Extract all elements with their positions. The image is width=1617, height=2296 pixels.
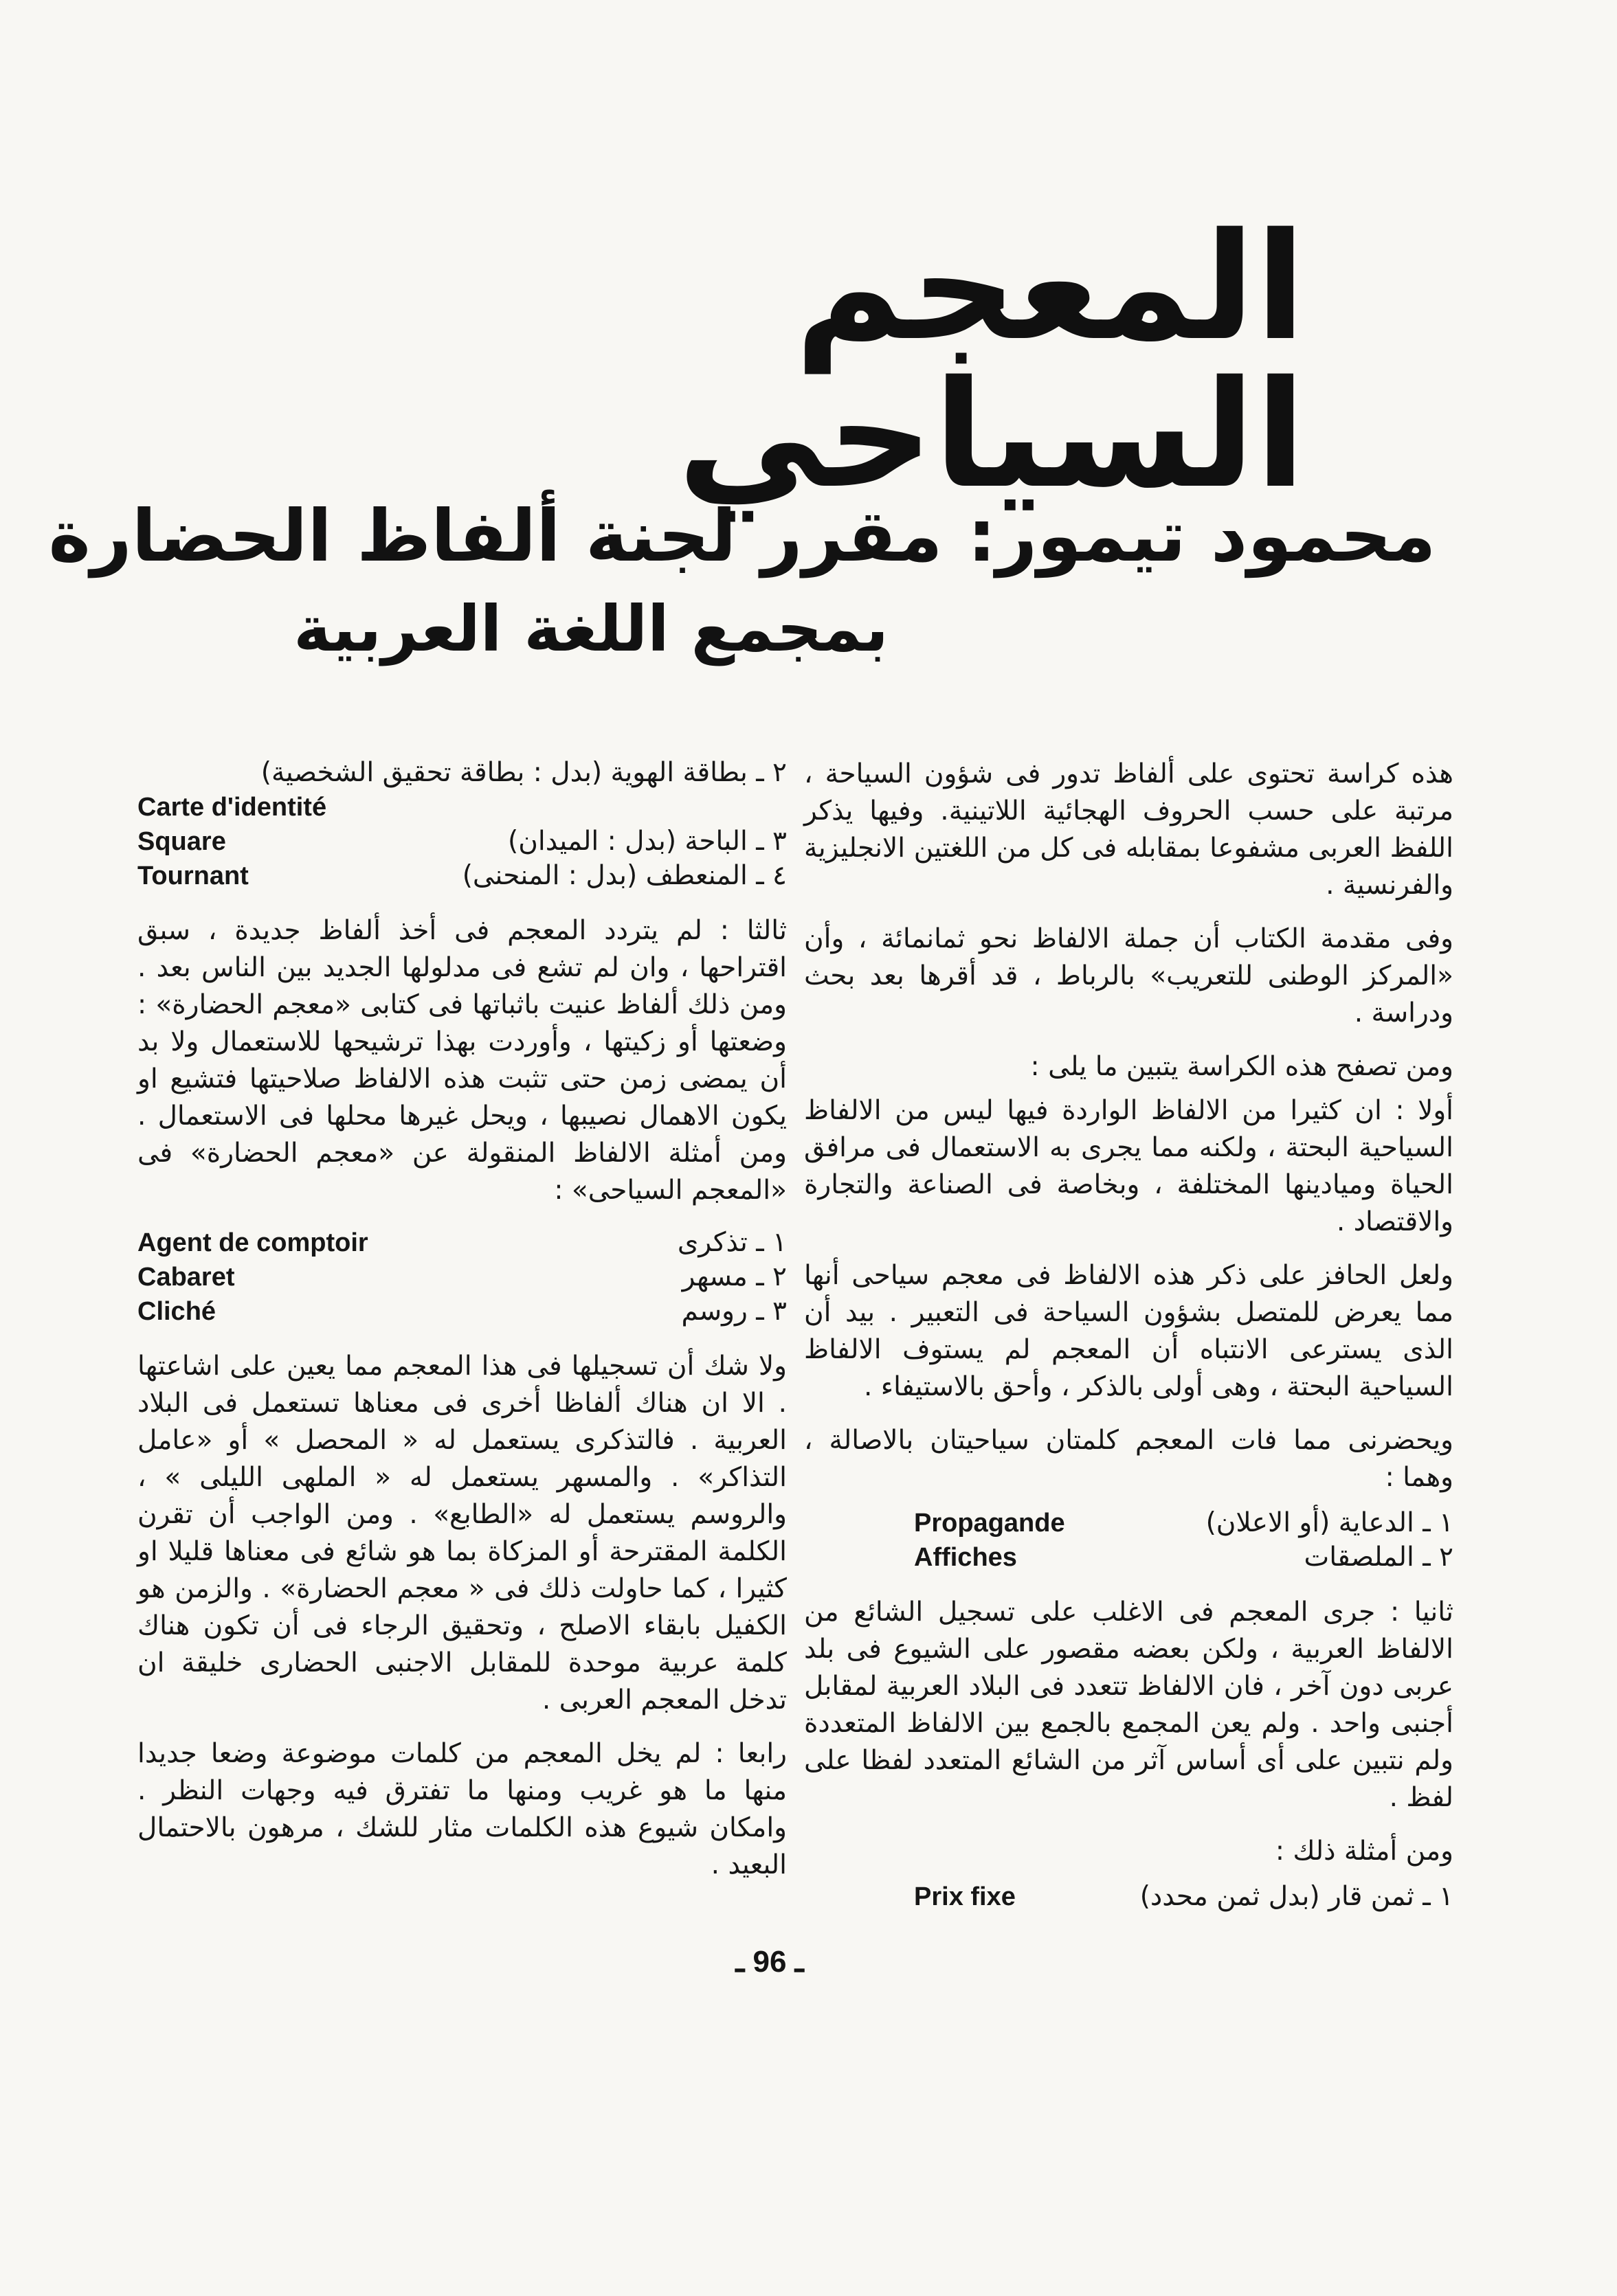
term-arabic: ٣ ـ روسم: [681, 1296, 787, 1327]
term-arabic: ٣ ـ الباحة (بدل : الميدان): [508, 826, 787, 857]
right-term-list-1: [804, 1506, 1453, 1575]
term-entry: [137, 1226, 787, 1260]
left-paragraph-1: ثالثا : لم يتردد المعجم فى أخذ ألفاظ جديدة ، سبق اقتراحها ، وان لم تشع فى مدلولها الجديد بين الناس بعد . ومن ذلك ألفاظ عنيت باثباتها فى كتابى «معجم الحضارة» : وضعتها أو زكيتها ، وأوردت بهذا ترشيحها للاستعمال ولا بد أن يمضى زمن حتى تثبت هذه الالفاظ صلاحيتها فتشيع او يكون الاهمال نصيبها ، ويحل غيرها محلها فى الاستعمال . ومن أمثلة الالفاظ المنقولة عن «معجم الحضارة» فى «المعجم السياحى» :: [137, 915, 787, 1206]
left-paragraph-3: رابعا : لم يخل المعجم من كلمات موضوعة وضعا جديدا منها ما هو غريب ومنها ما تفترق فيه وجهات النظر . وامكان شيوع هذه الكلمات مثار للشك ، مرهون بالاحتمال البعيد .: [137, 1738, 787, 1880]
term-entry: [137, 790, 787, 824]
page-number: ـ 96 ـ: [735, 1945, 804, 1979]
term-foreign: Cabaret: [137, 1263, 235, 1292]
term-arabic: ١ ـ تذكرى: [677, 1227, 787, 1258]
right-paragraph-8: ومن أمثلة ذلك :: [1275, 1836, 1453, 1867]
left-paragraph-2: ولا شك أن تسجيلها فى هذا المعجم مما يعين على اشاعتها . الا ان هناك ألفاظا أخرى فى معناها تستعمل فى البلاد العربية . فالتذكرى يستعمل له « المحصل » أو «عامل التذاكر» . والمسهر يستعمل له « الملهى الليلى » ، والروسم يستعمل له «الطابع» . ومن الواجب أن تقرن الكلمة المقترحة أو المزكاة بما هو شائع فى معناها قليلا او كثيرا ، كما حاولت ذلك فى « معجم الحضارة» . والزمن هو الكفيل بابقاء الاصلح ، وتحقيق الرجاء فى أن تكون هناك كلمة عربية موحدة للمقابل الاجنبى الحضارى خليقة ان تدخل المعجم العربى .: [137, 1351, 787, 1715]
term-foreign: Cliché: [137, 1297, 216, 1326]
right-paragraph-2: وفى مقدمة الكتاب أن جملة الالفاظ نحو ثمانمائة ، وأن «المركز الوطنى للتعريب» بالرباط ، قد أقرها بعد بحث ودراسة .: [804, 923, 1453, 1028]
page-title: المعجم السياحي: [677, 201, 1306, 521]
term-foreign: Square: [137, 827, 226, 856]
term-foreign: Propagande: [914, 1509, 1065, 1538]
term-arabic: ١ ـ الدعاية (أو الاعلان): [1205, 1507, 1453, 1538]
right-paragraph-5: ولعل الحافز على ذكر هذه الالفاظ فى معجم سياحى أنها مما يعرض للمتصل بشؤون السياحة فى التعبير . بيد أن الذى يسترعى الانتباه أن المعجم لم يستوف الالفاظ السياحية البحتة ، وهى أولى بالذكر ، وأحق بالاستيفاء .: [804, 1260, 1453, 1402]
term-entry: [804, 1880, 1453, 1914]
term-arabic: ٢ ـ مسهر: [682, 1261, 787, 1292]
term-entry: [137, 1260, 787, 1294]
academy-line: بمجمع اللغة العربية: [293, 592, 889, 666]
term-foreign: Prix fixe: [914, 1882, 1016, 1911]
term-arabic: ٢ ـ بطاقة الهوية (بدل : بطاقة تحقيق الشخصية): [260, 757, 787, 788]
term-foreign: Tournant: [137, 862, 249, 890]
right-term-list-2: [804, 1880, 1453, 1914]
left-term-list-0: [137, 756, 787, 893]
right-paragraph-3: ومن تصفح هذه الكراسة يتبين ما يلى :: [1030, 1051, 1453, 1082]
right-column: [804, 756, 1453, 1933]
term-entry: [804, 1506, 1453, 1540]
term-entry: [137, 824, 787, 859]
author-line: محمود تيمور: مقرر لجنة ألفاظ الحضارة: [48, 494, 1436, 578]
term-entry: [804, 1540, 1453, 1575]
term-foreign: Carte d'identité: [137, 793, 327, 822]
term-arabic: ٢ ـ الملصقات: [1304, 1542, 1453, 1573]
term-arabic: ١ ـ ثمن قار (بدل ثمن محدد): [1139, 1881, 1453, 1912]
left-column: [137, 756, 787, 1900]
term-entry: [137, 859, 787, 893]
right-paragraph-7: ثانيا : جرى المعجم فى الاغلب على تسجيل الشائع من الالفاظ العربية ، ولكن بعضه مقصور على الشيوع فى بلد عربى دون آخر ، فان الالفاظ تتعدد فى البلاد العربية لمقابل أجنبى واحد . ولم يعن المجمع بالجمع بين الالفاظ المتعددة ولم نتبين على أى أساس آثر من الشائع المتعدد لفظا على لفظ .: [804, 1597, 1453, 1813]
term-entry: [137, 756, 787, 790]
term-arabic: ٤ ـ المنعطف (بدل : المنحنى): [462, 860, 787, 891]
term-entry: [137, 1294, 787, 1329]
right-paragraph-1: هذه كراسة تحتوى على ألفاظ تدور فى شؤون السياحة ، مرتبة على حسب الحروف الهجائية اللاتينية. وفيها يذكر اللفظ العربى مشفوعا بمقابله فى كل من اللغتين الانجليزية والفرنسية .: [804, 758, 1453, 901]
term-foreign: Agent de comptoir: [137, 1228, 368, 1257]
right-paragraph-4: أولا : ان كثيرا من الالفاظ الواردة فيها ليس من الالفاظ السياحية البحتة ، ولكنه مما يجرى به الاستعمال فى مرافق الحياة وميادينها المختلفة ، وبخاصة فى الصناعة والتجارة والاقتصاد .: [804, 1095, 1453, 1237]
right-paragraph-6: ويحضرنى مما فات المعجم كلمتان سياحيتان بالاصالة ، وهما :: [804, 1425, 1453, 1493]
left-term-list-1: [137, 1226, 787, 1329]
term-foreign: Affiches: [914, 1543, 1017, 1572]
